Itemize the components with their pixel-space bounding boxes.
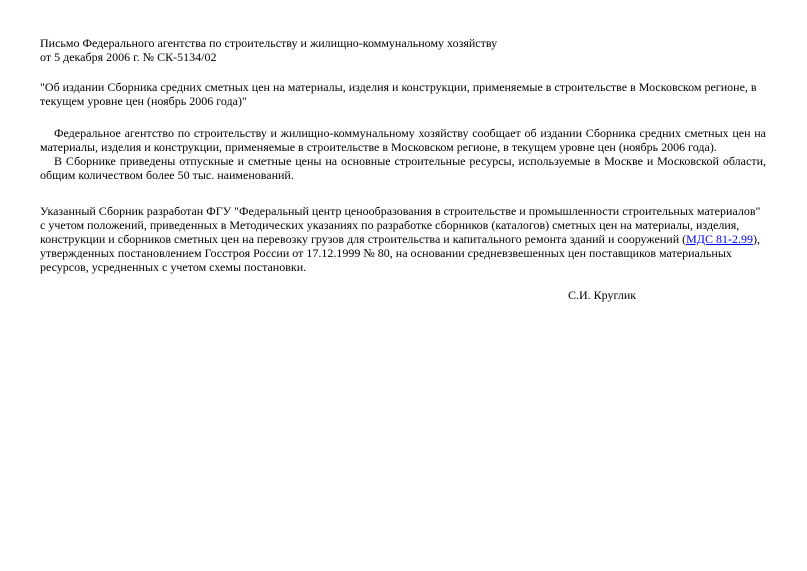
paragraph-3-text-start: Указанный Сборник разработан ФГУ "Федеральный центр ценообразования в строительстве и промышленности строительных материалов" с учетом положений, приведенных в Методических указаниях по разработке сборников (каталогов) сметных цен на материалы, изделия, конструкции и сборников сметных цен на перевозку грузов для строительства и капитального ремонта зданий и сооружений ( bbox=[40, 204, 761, 246]
signature: С.И. Круглик bbox=[568, 288, 637, 302]
body-paragraph-3 bbox=[40, 204, 766, 274]
document-page bbox=[40, 36, 766, 302]
document-title: "Об издании Сборника средних сметных цен на материалы, изделия и конструкции, применяемые в строительстве в Московском регионе, в текущем уровне цен (ноябрь 2006 года)" bbox=[40, 80, 757, 108]
document-header-line1: Письмо Федерального агентства по строительству и жилищно-коммунальному хозяйству bbox=[40, 36, 498, 50]
paragraph-3-text-end: ), утвержденных постановлением Госстроя России от 17.12.1999 № 80, на основании средневзвешенных цен поставщиков материальных ресурсов, усредненных с учетом схемы постановки. bbox=[40, 232, 760, 274]
body-paragraph-1: Федеральное агентство по строительству и жилищно-коммунальному хозяйству сообщает об издании Сборника средних сметных цен на материалы, изделия и конструкции, применяемые в строительстве в Московском регионе, в текущем уровне цен (ноябрь 2006 года). bbox=[40, 126, 766, 154]
body-paragraph-group bbox=[40, 126, 766, 182]
mds-81-2-99-link[interactable]: МДС 81-2.99 bbox=[686, 232, 753, 246]
document-header-line2: от 5 декабря 2006 г. № СК-5134/02 bbox=[40, 50, 217, 64]
body-paragraph-2: В Сборнике приведены отпускные и сметные цены на основные строительные ресурсы, используемые в Москве и Московской области, общим количеством более 50 тыс. наименований. bbox=[40, 154, 766, 182]
